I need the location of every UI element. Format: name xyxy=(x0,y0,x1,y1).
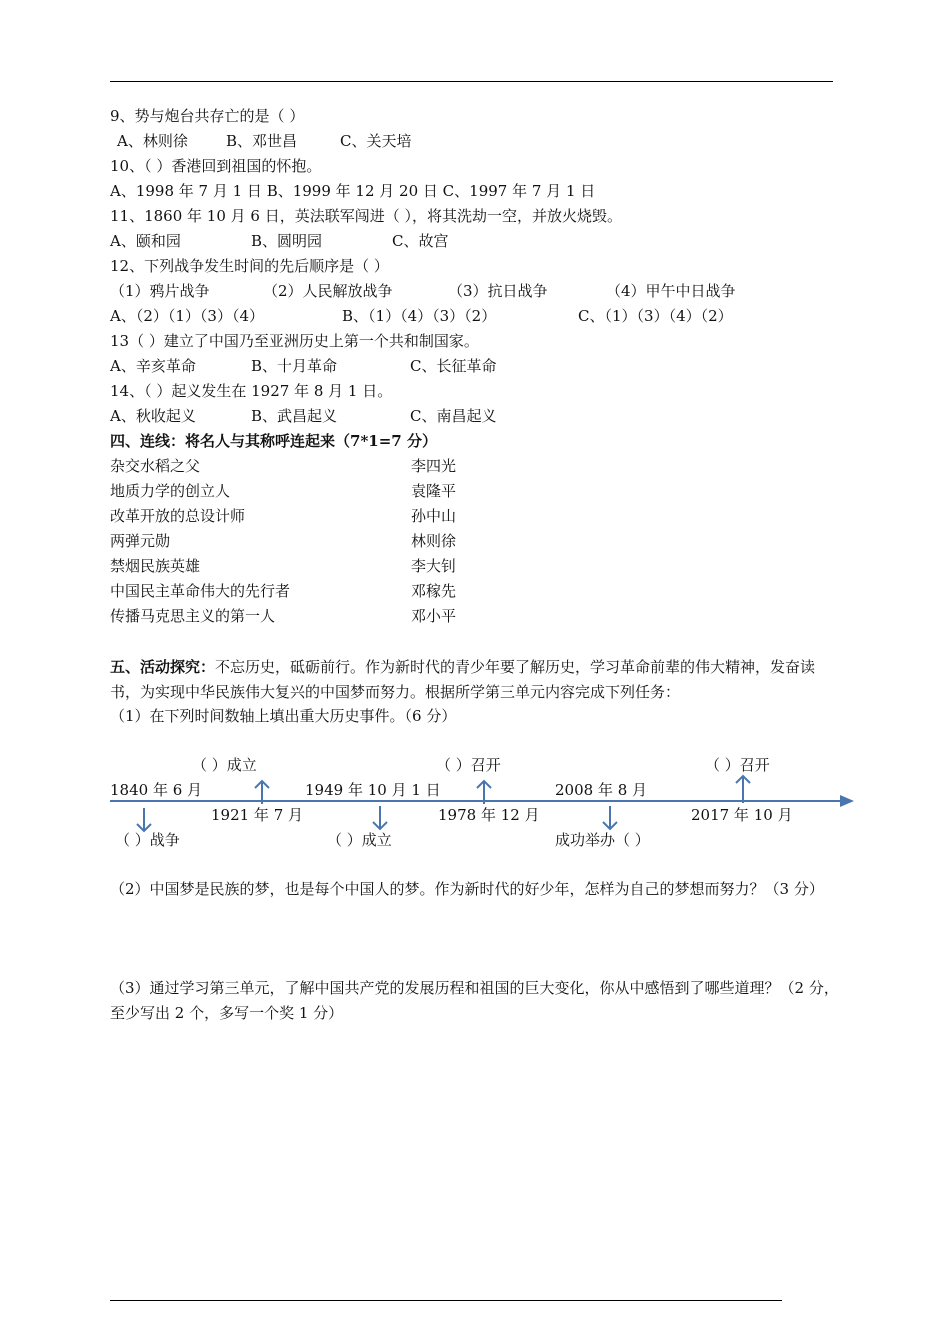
q9-option-c: C、关天培 xyxy=(340,132,412,150)
task3-text: （3）通过学习第三单元，了解中国共产党的发展历程和祖国的巨大变化，你从中感悟到了哪些道理？（2 分，至少写出 2 个，多写一个奖 1 分） xyxy=(110,979,839,1022)
match-right-6: 邓稼先 xyxy=(411,582,457,600)
q14-option-a: A、秋收起义 xyxy=(110,407,196,425)
down-arrow-icon xyxy=(372,805,388,831)
timeline-date-2017: 2017 年 10 月 xyxy=(691,806,793,824)
q11-option-c: C、故宫 xyxy=(392,232,449,250)
up-arrow-icon xyxy=(254,779,270,805)
up-arrow-icon xyxy=(476,779,492,805)
match-left-4: 两弹元勋 xyxy=(110,532,171,550)
q14-option-b: B、武昌起义 xyxy=(251,407,338,425)
q14-option-c: C、南昌起义 xyxy=(410,407,497,425)
timeline-date-1949: 1949 年 10 月 1 日 xyxy=(305,781,441,799)
match-right-2: 袁隆平 xyxy=(411,482,457,500)
match-right-7: 邓小平 xyxy=(411,607,457,625)
q12-option-a: A、（2）（1）（3）（4） xyxy=(110,307,265,325)
match-right-4: 林则徐 xyxy=(411,532,457,550)
q9-option-a: A、林则徐 xyxy=(117,132,188,150)
q12-item-2: （2）人民解放战争 xyxy=(263,282,393,300)
section5-intro-text: 不忘历史，砥砺前行。作为新时代的青少年要了解历史，学习革命前辈的伟大精神，发奋读书，为实现中华民族伟大复兴的中国梦而努力。根据所学第三单元内容完成下列任务： xyxy=(110,658,816,701)
timeline-date-1978: 1978 年 12 月 xyxy=(438,806,540,824)
q13-option-a: A、辛亥革命 xyxy=(110,357,196,375)
timeline-top-blank-3: （ ）召开 xyxy=(705,756,770,774)
down-arrow-icon xyxy=(602,805,618,831)
q9-question: 9、势与炮台共存亡的是（ ） xyxy=(110,107,305,125)
timeline-date-1921: 1921 年 7 月 xyxy=(211,806,304,824)
match-right-5: 李大钊 xyxy=(411,557,457,575)
q13-option-c: C、长征革命 xyxy=(410,357,497,375)
q12-item-3: （3）抗日战争 xyxy=(448,282,548,300)
timeline-bottom-blank-2: （ ）成立 xyxy=(327,831,392,849)
q11-question: 11、1860 年 10 月 6 日，英法联军闯进（ ），将其洗劫一空，并放火烧毁。 xyxy=(110,207,623,225)
match-right-3: 孙中山 xyxy=(411,507,457,525)
timeline-bottom-blank-3: 成功举办（ ） xyxy=(555,831,650,849)
q9-option-b: B、邓世昌 xyxy=(226,132,298,150)
q12-question: 12、下列战争发生时间的先后顺序是（ ） xyxy=(110,257,389,275)
match-right-1: 李四光 xyxy=(411,457,457,475)
q13-question: 13（ ）建立了中国乃至亚洲历史上第一个共和制国家。 xyxy=(110,332,479,350)
timeline-date-2008: 2008 年 8 月 xyxy=(555,781,648,799)
q13-option-b: B、十月革命 xyxy=(251,357,338,375)
match-left-5: 禁烟民族英雄 xyxy=(110,557,201,575)
timeline-bottom-blank-1: （ ）战争 xyxy=(115,831,180,849)
bottom-rule xyxy=(110,1300,782,1301)
match-left-7: 传播马克思主义的第一人 xyxy=(110,607,276,625)
q12-item-4: （4）甲午中日战争 xyxy=(606,282,736,300)
match-left-1: 杂交水稻之父 xyxy=(110,457,201,475)
section4-title: 四、连线：将名人与其称呼连起来（7*1=7 分） xyxy=(110,432,437,450)
match-left-6: 中国民主革命伟大的先行者 xyxy=(110,582,291,600)
q10-options: A、1998 年 7 月 1 日 B、1999 年 12 月 20 日 C、1997 年 7 月 1 日 xyxy=(110,182,596,200)
timeline-arrowhead-icon xyxy=(840,795,854,807)
timeline-top-blank-1: （ ）成立 xyxy=(192,756,257,774)
q11-option-a: A、颐和园 xyxy=(110,232,181,250)
match-left-3: 改革开放的总设计师 xyxy=(110,507,246,525)
timeline-date-1840: 1840 年 6 月 xyxy=(110,781,203,799)
section5-intro xyxy=(110,655,845,705)
timeline-top-blank-2: （ ）召开 xyxy=(436,756,501,774)
q10-question: 10、（ ）香港回到祖国的怀抱。 xyxy=(110,157,322,175)
top-rule xyxy=(110,81,833,82)
q11-option-b: B、圆明园 xyxy=(251,232,323,250)
q12-option-b: B、（1）（4）（3）（2） xyxy=(342,307,497,325)
q12-option-c: C、（1）（3）（4）（2） xyxy=(578,307,733,325)
match-left-2: 地质力学的创立人 xyxy=(110,482,231,500)
task1-text: （1）在下列时间数轴上填出重大历史事件。（6 分） xyxy=(110,707,457,725)
q12-item-1: （1）鸦片战争 xyxy=(110,282,210,300)
q14-question: 14、（ ）起义发生在 1927 年 8 月 1 日。 xyxy=(110,382,393,400)
up-arrow-icon xyxy=(735,774,751,804)
task2-text: （2）中国梦是民族的梦，也是每个中国人的梦。作为新时代的好少年，怎样为自己的梦想而努力？（3 分） xyxy=(110,880,824,898)
section5-title: 五、活动探究： xyxy=(110,658,216,676)
